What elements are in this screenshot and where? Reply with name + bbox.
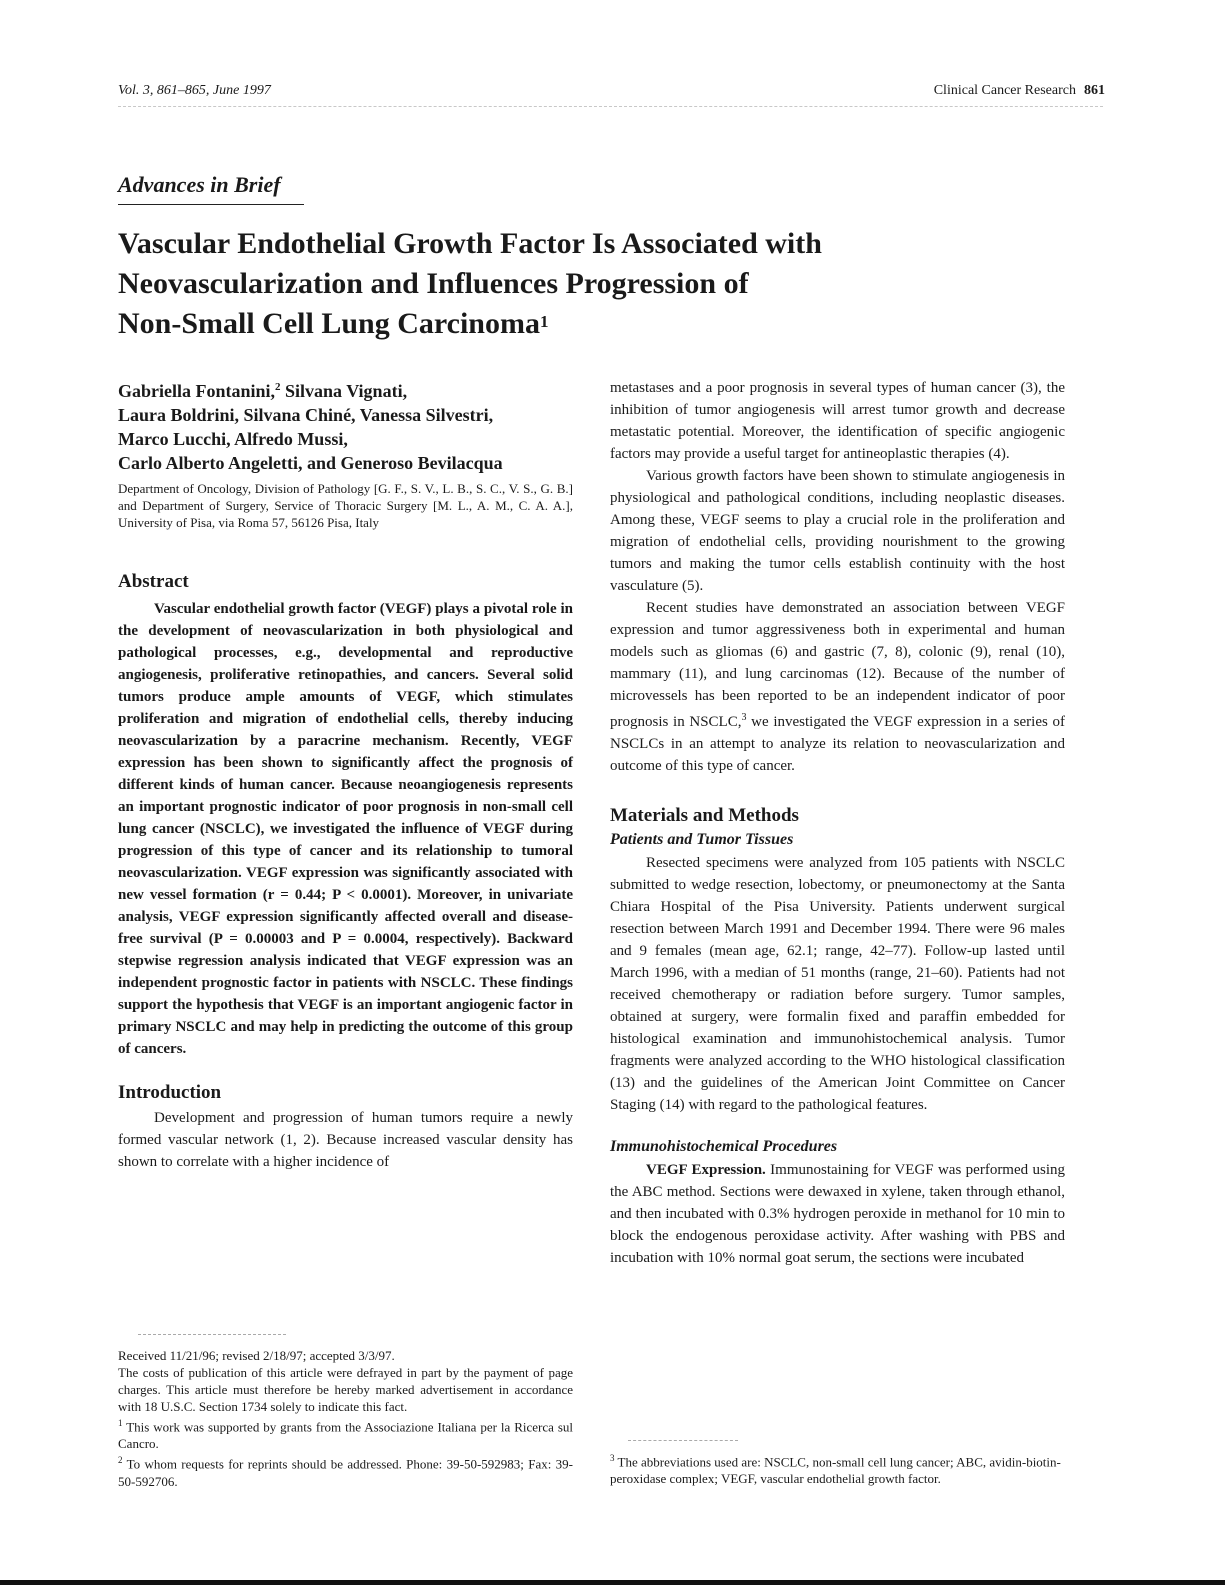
methods-heading: Materials and Methods [610,805,799,826]
footnote-divider-right [628,1440,738,1441]
title-line-1: Vascular Endothelial Growth Factor Is Associated with [118,227,822,260]
footnote-1-mark: 1 [118,1418,123,1428]
footnote-2-mark: 2 [118,1455,123,1466]
intro-paragraph-2: Various growth factors have been shown to stimulate angiogenesis in physiological and pathological conditions, including neoplastic diseases. Among these, VEGF seems to play a crucial role in the proliferation and migration of endothelial cells, providing nourishment to the growing tumors and making the tumor cells establish continuity with the host vasculature (5). [610,468,1065,594]
author-line-2: Laura Boldrini, Silvana Chiné, Vanessa Silvestri, [118,405,494,425]
author-footnote-mark: 2 [275,381,281,393]
title-line-2: Neovascularization and Influences Progression of [118,267,749,300]
affiliation: Department of Oncology, Division of Pathology [G. F., S. V., L. B., S. C., V. S., G. B.] and Department of Surgery, Service of Thoracic Surgery [M. L., A. M., C. A. A.], University of Pisa, via Roma 57, 56126 Pisa, Italy [118,481,573,530]
patients-text: Resected specimens were analyzed from 105 patients with NSCLC submitted to wedge resection, lobectomy, or pneumonectomy at the Santa Chiara Hospital of the Pisa University. Patients underwent surgical resection between March 1991 and December 1994. There were 96 males and 9 females (mean age, 62.1; range, 42–77). Follow-up lasted until March 1996, with a median of 51 months (range, 21–60). Patients had not received chemotherapy or radiation before surgery. Tumor samples, obtained at surgery, were formalin fixed and paraffin embedded for histological examination and immunohistochemical analysis. Tumor fragments were analyzed according to the WHO histological classification (13) and the guidelines of the American Joint Committee on Cancer Staging (14) with regard to the pathological features. [610,855,1065,1113]
author-list [118,375,573,475]
footnote-2-text: To whom requests for reprints should be addressed. Phone: 39-50-592983; Fax: 39-50-592706. [118,1456,573,1489]
author-line-1-cont: Silvana Vignati, [280,381,408,401]
intro-continuation: metastases and a poor prognosis in several types of human cancer (3), the inhibition of tumor angiogenesis will arrest tumor growth and decrease metastatic potential. Moreover, the identification of specific angiogenic factors may provide a useful target for antineoplastic therapies (4). [610,380,1065,462]
left-column [118,375,573,1173]
ihc-subheading: Immunohistochemical Procedures [610,1138,838,1155]
intro-paragraph-3-text: Recent studies have demonstrated an association between VEGF expression and tumor aggressiveness both in experimental and human models such as gliomas (6) and gastric (7, 8), colonic (9), renal (10), mammary (11), and lung carcinomas (12). Because of the number of microvessels has been reported to be an independent indicator of poor prognosis in NSCLC, [610,600,1065,730]
introduction-text: Development and progression of human tumors require a newly formed vascular network (1, 2). Because increased vascular density has shown to correlate with a higher incidence of [118,1110,573,1170]
ihc-text [610,1159,1065,1269]
introduction-heading: Introduction [118,1082,222,1103]
abstract-heading: Abstract [118,571,189,592]
received-dates: Received 11/21/96; revised 2/18/97; accepted 3/3/97. [118,1348,395,1363]
vegf-expression-runin: VEGF Expression. [646,1162,766,1178]
ihc-text-body: Immunostaining for VEGF was performed using the ABC method. Sections were dewaxed in xylene, taken through ethanol, and then incubated with 0.3% hydrogen peroxide in methanol for 10 min to block the endogenous peroxidase activity. After washing with PBS and incubation with 10% normal goat serum, the sections were incubated [610,1162,1065,1266]
footnote-3-mark: 3 [610,1453,615,1463]
section-label: Advances in Brief [118,172,281,197]
patients-subheading: Patients and Tumor Tissues [610,831,794,848]
footnote-1-text: This work was supported by grants from the Associazione Italiana per la Ricerca sul Cancro. [118,1419,573,1452]
section-label-underline [118,204,304,205]
article-title [118,224,1018,344]
footnote-3-text: The abbreviations used are: NSCLC, non-small cell lung cancer; ABC, avidin-biotin-peroxidase complex; VEGF, vascular endothelial growth factor. [610,1454,1061,1487]
author-line-3: Marco Lucchi, Alfredo Mussi, [118,429,348,449]
running-header-citation: Vol. 3, 861–865, June 1997 [118,83,271,98]
author-line-1: Gabriella Fontanini, [118,381,276,401]
footnote-divider-left [138,1334,286,1335]
right-column [610,377,1065,1269]
footnote-3 [610,1450,1065,1487]
title-line-3: Non-Small Cell Lung Carcinoma [118,307,540,340]
abstract-text: Vascular endothelial growth factor (VEGF) plays a pivotal role in the development of neovascularization in both physiological and pathological processes, e.g., developmental and reproductive angiogenesis, proliferative retinopathies, and cancers. Several solid tumors produce ample amounts of VEGF, which stimulates proliferation and migration of endothelial cells, thereby inducing neovascularization by a paracrine mechanism. Recently, VEGF expression has been shown to significantly affect the prognosis of different kinds of human cancer. Because neoangiogenesis represents an important prognostic indicator of poor prognosis in non-small cell lung cancer (NSCLC), we investigated the influence of VEGF during progression of this type of cancer and its relationship to tumoral neovascularization. VEGF expression was significantly associated with new vessel formation (r = 0.44; P < 0.0001). Moreover, in univariate analysis, VEGF expression significantly affected overall and disease-free survival (P = 0.00003 and P = 0.0004, respectively). Backward stepwise regression analysis indicated that VEGF expression was an independent prognostic factor in patients with NSCLC. These findings support the hypothesis that VEGF is an important angiogenic factor in primary NSCLC and may help in predicting the outcome of this group of cancers. [118,601,573,1057]
journal-name: Clinical Cancer Research [933,83,1076,98]
footnotes-left [118,1347,573,1490]
footnote-1 [118,1415,573,1452]
page-number: 861 [1084,83,1105,98]
intro-paragraph-3 [610,597,1065,777]
intro-paragraph-3-cont: we investigated the VEGF expression in a series of NSCLCs in an attempt to analyze its relation to neovascularization and outcome of this type of cancer. [610,714,1065,774]
title-footnote-mark: 1 [539,312,549,331]
publication-costs-note: The costs of publication of this article were defrayed in part by the payment of page charges. This article must therefore be hereby marked advertisement in accordance with 18 U.S.C. Section 1734 solely to indicate this fact. [118,1365,573,1414]
author-line-4: Carlo Alberto Angeletti, and Generoso Bevilacqua [118,453,503,473]
scan-bottom-edge [0,1580,1225,1585]
footnote-2 [118,1452,573,1489]
abbrev-footnote-mark: 3 [741,712,747,723]
running-header-journal [934,83,1105,99]
header-divider [118,106,1103,107]
